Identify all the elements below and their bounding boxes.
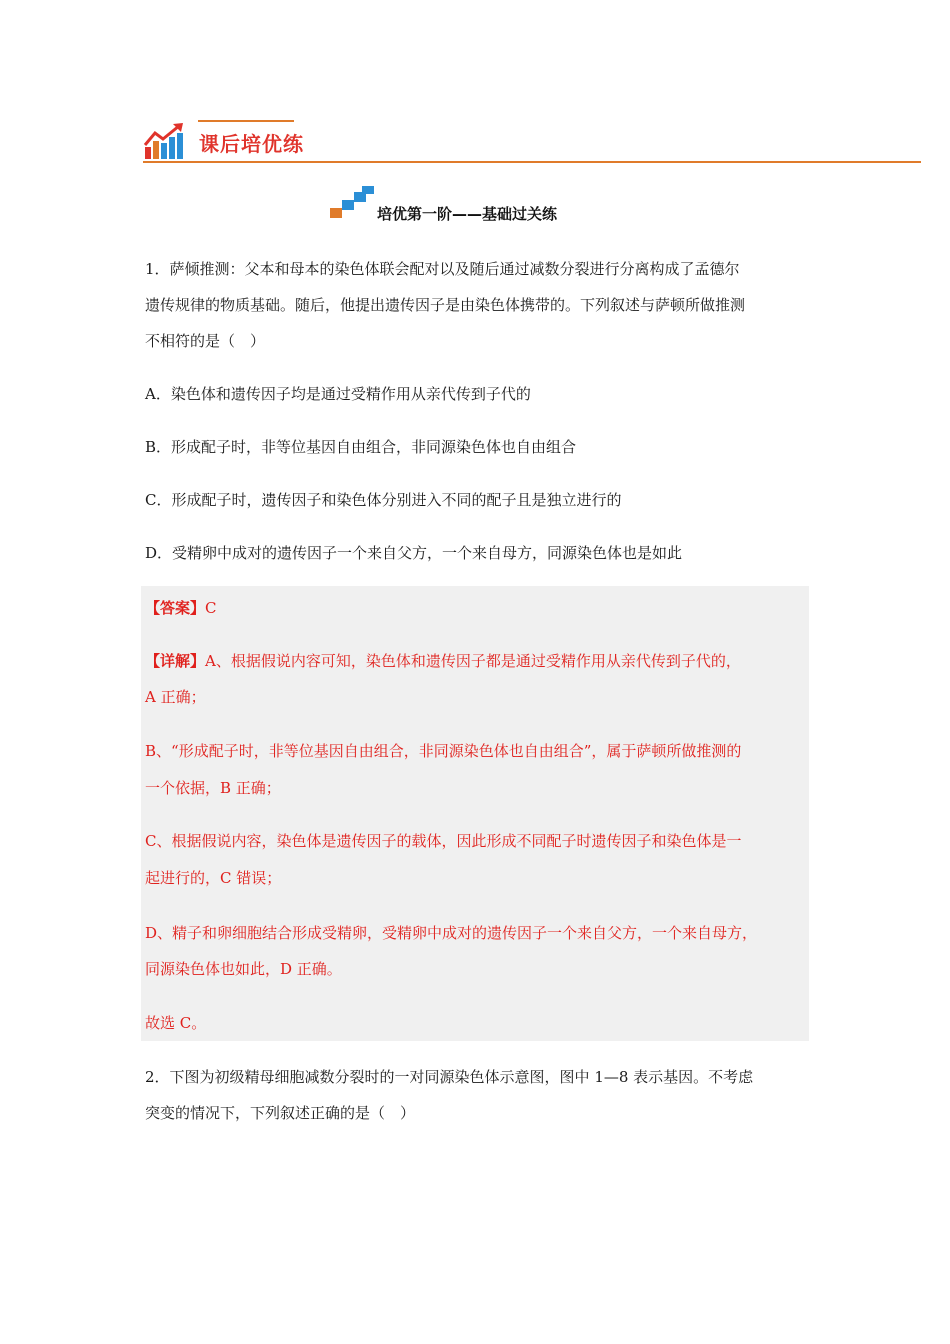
detail-line: C、根据假说内容，染色体是遗传因子的载体，因此形成不同配子时遗传因子和染色体是一 — [145, 832, 742, 850]
q1-stem-line: 1．萨倾推测：父本和母本的染色体联会配对以及随后通过减数分裂进行分离构成了孟德尔 — [145, 260, 740, 278]
rising-bar-chart-icon — [143, 123, 185, 159]
q2-stem-line: 2．下图为初级精母细胞减数分裂时的一对同源染色体示意图，图中 1—8 表示基因。不考虑 — [145, 1068, 754, 1086]
detail-line: B、“形成配子时，非等位基因自由组合，非同源染色体也自由组合”，属于萨顿所做推测的 — [145, 742, 742, 760]
header-top-rule — [198, 120, 294, 122]
detail-line: 起进行的，C 错误； — [145, 869, 282, 887]
detail-text: A、根据假说内容可知，染色体和遗传因子都是通过受精作用从亲代传到子代的， — [205, 652, 741, 670]
detail-line: 故选 C。 — [145, 1014, 207, 1032]
detail-label: 【详解】 — [145, 652, 206, 670]
section-title: 培优第一阶——基础过关练 — [377, 205, 558, 223]
answer-line — [145, 597, 217, 619]
page-header-title: 课后培优练 — [199, 132, 304, 156]
q1-option-c: C．形成配子时，遗传因子和染色体分别进入不同的配子且是独立进行的 — [145, 491, 622, 509]
header-divider — [143, 161, 921, 163]
q1-option-d: D．受精卵中成对的遗传因子一个来自父方，一个来自母方，同源染色体也是如此 — [145, 544, 683, 562]
q1-option-a: A．染色体和遗传因子均是通过受精作用从亲代传到子代的 — [145, 385, 531, 403]
detail-line: 一个依据，B 正确； — [145, 779, 281, 797]
q1-option-b: B．形成配子时，非等位基因自由组合，非同源染色体也自由组合 — [145, 438, 577, 456]
q1-stem-line: 不相符的是（ ） — [145, 332, 266, 350]
q2-stem-line: 突变的情况下，下列叙述正确的是（ ） — [145, 1104, 416, 1122]
detail-line: D、精子和卵细胞结合形成受精卵，受精卵中成对的遗传因子一个来自父方，一个来自母方， — [145, 924, 758, 942]
detail-line — [145, 650, 741, 672]
q1-stem-line: 遗传规律的物质基础。随后，他提出遗传因子是由染色体携带的。下列叙述与萨顿所做推测 — [145, 296, 746, 314]
answer-value: C — [205, 599, 217, 617]
detail-line: A 正确； — [145, 688, 206, 706]
detail-line: 同源染色体也如此，D 正确。 — [145, 960, 342, 978]
answer-label: 【答案】 — [145, 599, 206, 617]
stairs-icon — [330, 186, 374, 218]
